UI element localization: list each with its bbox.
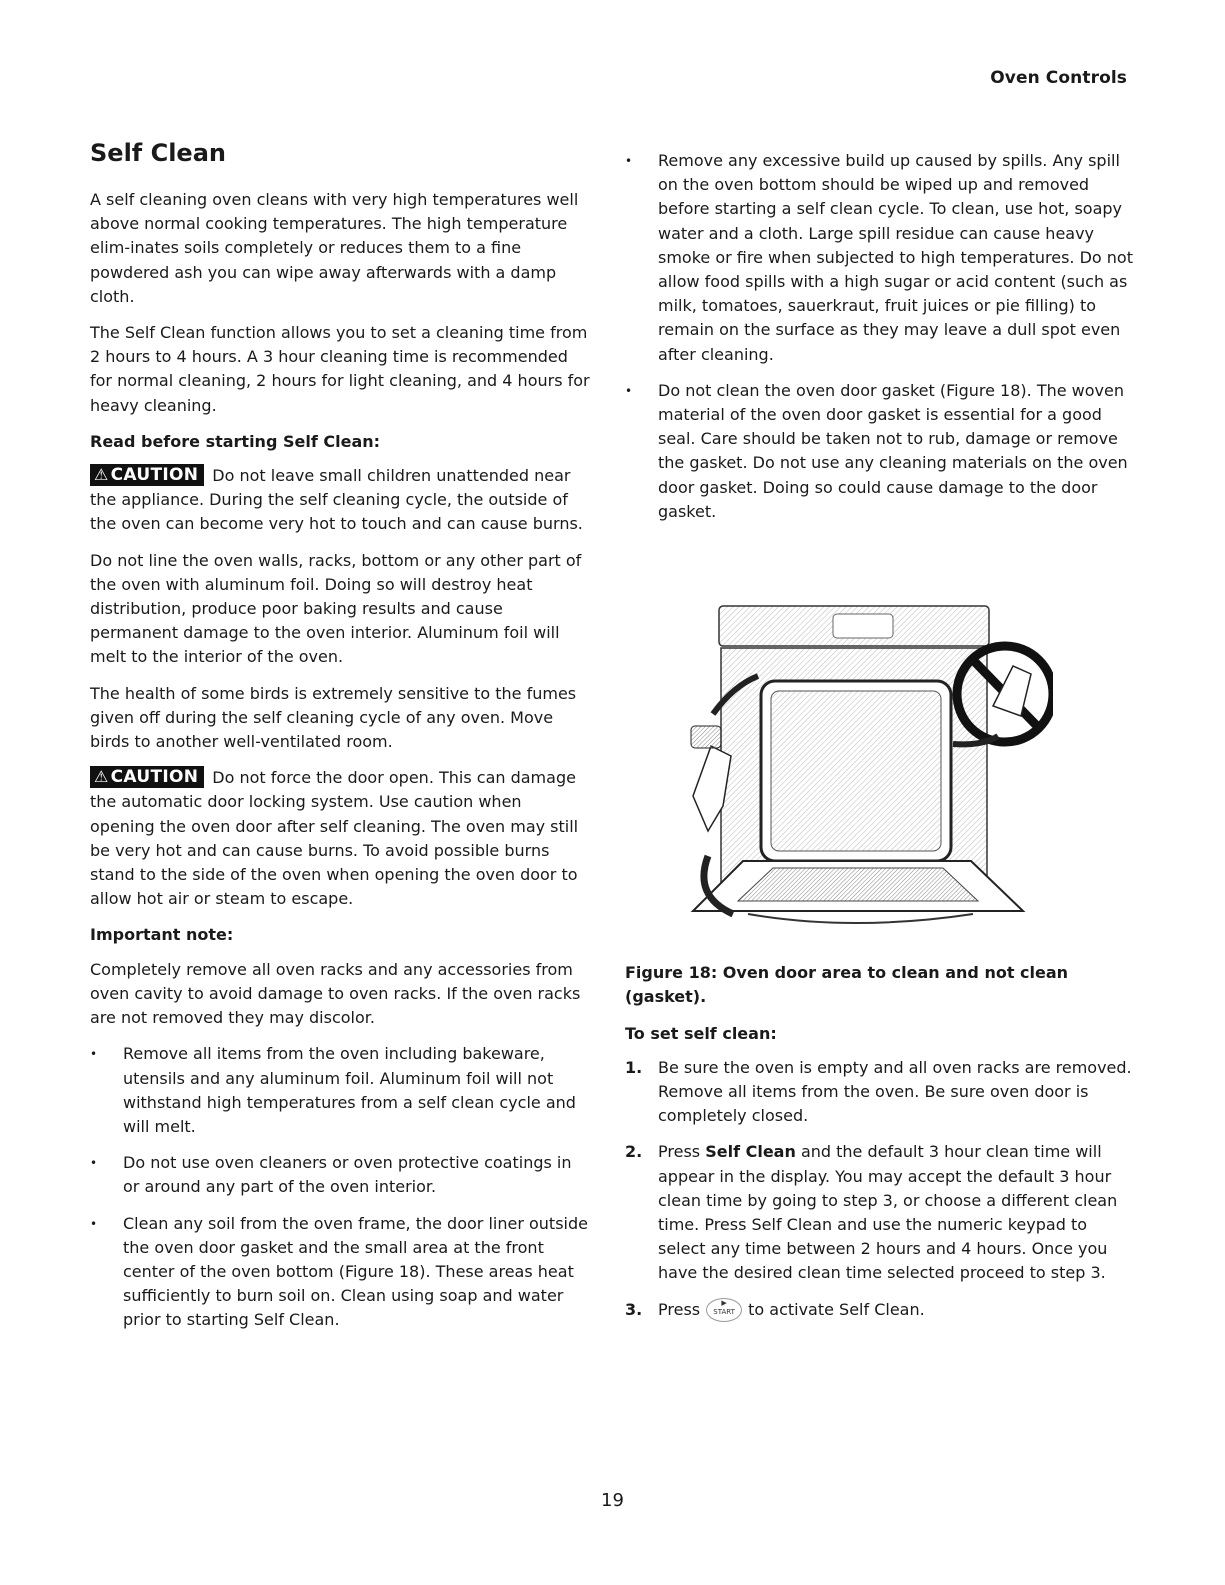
step-number: 2. — [625, 1142, 643, 1162]
warning-triangle-icon: ⚠ — [94, 767, 109, 787]
list-item: • Do not use oven cleaners or oven protective coatings in or around any part of the oven interior. — [90, 1151, 590, 1199]
right-column — [625, 149, 1133, 1334]
steps-list — [625, 1056, 1133, 1322]
warning-triangle-icon: ⚠ — [94, 465, 109, 485]
oven-frame — [721, 648, 987, 888]
start-button-icon: ▶ START — [706, 1298, 742, 1322]
paragraph-birds: The health of some birds is extremely sensitive to the fumes given off during the self cleaning cycle of any oven. Move birds to another well-ventilated room. — [90, 683, 577, 752]
list-item: • Remove all items from the oven including bakeware, utensils and any aluminum foil. Aluminum foil will not withstand high temperatures from a self clean cycle and will melt. — [90, 1042, 590, 1139]
running-header: Oven Controls — [990, 68, 1127, 88]
list-item: • Remove any excessive build up caused by spills. Any spill on the oven bottom should be wiped up and removed before starting a self clean cycle. To clean, use hot, soapy water and a cloth. Large spill residue can cause heavy smoke or fire when subjected to high temperatures. Do not allow food spills with a high sugar or acid content (such as milk, tomatoes, sauerkraut, fruit juices or pie filling) to remain on the surface as they may leave a dull spot even after cleaning. — [625, 149, 1133, 367]
left-column — [90, 138, 590, 1345]
subhead-to-set: To set self clean: — [625, 1023, 777, 1043]
step-number: 1. — [625, 1057, 643, 1077]
section-title: Self Clean — [90, 139, 226, 167]
paragraph-intro: A self cleaning oven cleans with very high temperatures well above normal cooking temperatures. The high temperature elim-inates soils completely or reduces them to a fine powdered ash you can wipe away afterwards with a damp cloth. — [90, 190, 579, 306]
caution-children: ⚠ CAUTION Do not leave small children unattended near the appliance. During the self cleaning cycle, the outside of the oven can become very hot to touch and can cause burns. — [90, 465, 583, 534]
list-item: • Clean any soil from the oven frame, the door liner outside the oven door gasket and the small area at the front center of the oven bottom (Figure 18). These areas heat sufficiently to burn soil on. Clean using soap and water prior to starting Self Clean. — [90, 1212, 590, 1333]
open-oven-door — [693, 861, 1023, 923]
step-item: 1. Be sure the oven is empty and all oven racks are removed. Remove all items from the oven. Be sure oven door is completely closed. — [625, 1057, 1132, 1126]
paragraph-racks: Completely remove all oven racks and any accessories from oven cavity to avoid damage to oven racks. If the oven racks are not removed they may discolor. — [90, 959, 581, 1028]
step-item: 2. Press Self Clean and the default 3 hour clean time will appear in the display. You may accept the default 3 hour clean time by going to step 3, or choose a different clean time. Press Self Clean and use the numeric keypad to select any time between 2 hours and 4 hours. Once you have the desired clean time selected proceed to step 3. — [625, 1142, 1118, 1283]
step-item: 3. Press ▶ START to activate Self Clean. — [625, 1298, 1133, 1323]
list-item: • Do not clean the oven door gasket (Figure 18). The woven material of the oven door gasket is essential for a good seal. Care should be taken not to rub, damage or remove the gasket. Do not use any cleaning materials on the oven door gasket. Doing so could cause damage to the door gasket. — [625, 379, 1133, 524]
oven-door-illustration — [653, 596, 1053, 936]
caution-door: ⚠ CAUTION Do not force the door open. This can damage the automatic door locking system. Use caution when opening the oven door after self cleaning. The oven may still be very hot and can cause burns. To avoid possible burns stand to the side of the oven when opening the oven door to allow hot air or steam to escape. — [90, 767, 579, 909]
caution-badge: ⚠ CAUTION — [90, 464, 204, 486]
paragraph-foil: Do not line the oven walls, racks, bottom or any other part of the oven with aluminum foil. Doing so will destroy heat distribution, produce poor baking results and cause permanent damage to the oven interior. Aluminum foil will melt to the interior of the oven. — [90, 550, 582, 667]
self-clean-key-label: Self Clean — [705, 1142, 796, 1162]
right-bullet-list — [625, 149, 1133, 524]
subhead-important: Important note: — [90, 925, 234, 945]
figure-caption: Figure 18: Oven door area to clean and not clean (gasket). — [625, 963, 1069, 1007]
step-number: 3. — [625, 1299, 643, 1319]
left-bullet-list — [90, 1042, 590, 1332]
oven-control-panel — [719, 606, 989, 646]
subhead-read-before: Read before starting Self Clean: — [90, 431, 381, 451]
paragraph-time-range: The Self Clean function allows you to set a cleaning time from 2 hours to 4 hours. A 3 hour cleaning time is recommended for normal cleaning, 2 hours for light cleaning, and 4 hours for heavy cleaning. — [90, 323, 590, 415]
page-number: 19 — [601, 1490, 624, 1511]
caution-badge: ⚠ CAUTION — [90, 766, 204, 788]
